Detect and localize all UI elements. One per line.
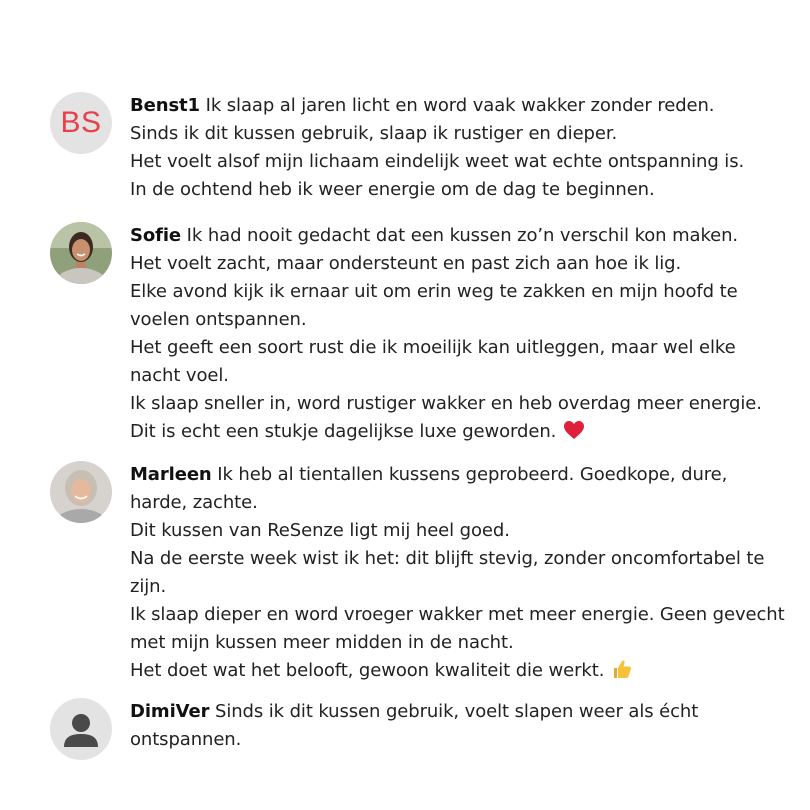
thumbs-up-icon <box>612 659 632 688</box>
review-author: Marleen <box>130 464 212 485</box>
avatar <box>50 222 112 284</box>
review-line-text: Sinds ik dit kussen gebruik, voelt slapen weer als écht <box>215 701 699 722</box>
review-line: Het voelt zacht, maar ondersteunt en past zich aan hoe ik lig. <box>130 253 682 274</box>
review-line-text: Dit is echt een stukje dagelijkse luxe geworden. <box>130 421 557 442</box>
review-line: Dit kussen van ReSenze ligt mij heel goed. <box>130 520 510 541</box>
review-line: Het voelt alsof mijn lichaam eindelijk weet wat echte ontspanning is. <box>130 151 745 172</box>
review-text <box>130 222 810 449</box>
review-line-text: Ik slaap al jaren licht en word vaak wakker zonder reden. <box>205 95 715 116</box>
review-author: Benst1 <box>130 95 200 116</box>
avatar <box>50 698 112 760</box>
review-text <box>130 461 810 688</box>
review-author: DimiVer <box>130 701 210 722</box>
review-line: In de ochtend heb ik weer energie om de dag te beginnen. <box>130 179 655 200</box>
review-line <box>130 698 810 726</box>
review-line <box>130 657 810 688</box>
review-line <box>130 418 810 449</box>
review-line <box>130 222 810 250</box>
review-line: Ik slaap sneller in, word rustiger wakker en heb overdag meer energie. <box>130 393 762 414</box>
review-line: harde, zachte. <box>130 492 258 513</box>
review-line: zijn. <box>130 576 167 597</box>
avatar-photo-sofie <box>50 222 112 284</box>
review-line-text: Ik heb al tientallen kussens geprobeerd. Goedkope, dure, <box>217 464 728 485</box>
avatar-photo-marleen <box>50 461 112 523</box>
review-text <box>130 698 810 754</box>
avatar <box>50 461 112 523</box>
heart-icon <box>564 421 584 449</box>
review-line: voelen ontspannen. <box>130 309 307 330</box>
review-line <box>130 92 810 120</box>
review-line: Ik slaap dieper en word vroeger wakker met meer energie. Geen gevecht <box>130 604 785 625</box>
review-line: Het geeft een soort rust die ik moeilijk kan uitleggen, maar wel elke <box>130 337 736 358</box>
review-author: Sofie <box>130 225 182 246</box>
review-line <box>130 461 810 489</box>
review-line: Sinds ik dit kussen gebruik, slaap ik rustiger en dieper. <box>130 123 618 144</box>
review-line-text: Ik had nooit gedacht dat een kussen zo’n verschil kon maken. <box>186 225 739 246</box>
avatar: BS <box>50 92 112 154</box>
review-line: Na de eerste week wist ik het: dit blijft stevig, zonder oncomfortabel te <box>130 548 765 569</box>
review-line: Elke avond kijk ik ernaar uit om erin weg te zakken en mijn hoofd te <box>130 281 738 302</box>
review-line: nacht voel. <box>130 365 229 386</box>
review-text <box>130 92 810 204</box>
default-user-icon <box>50 698 112 760</box>
review-line-text: Het doet wat het belooft, gewoon kwaliteit die werkt. <box>130 660 605 681</box>
review-line: met mijn kussen meer midden in de nacht. <box>130 632 514 653</box>
review-line: ontspannen. <box>130 729 242 750</box>
